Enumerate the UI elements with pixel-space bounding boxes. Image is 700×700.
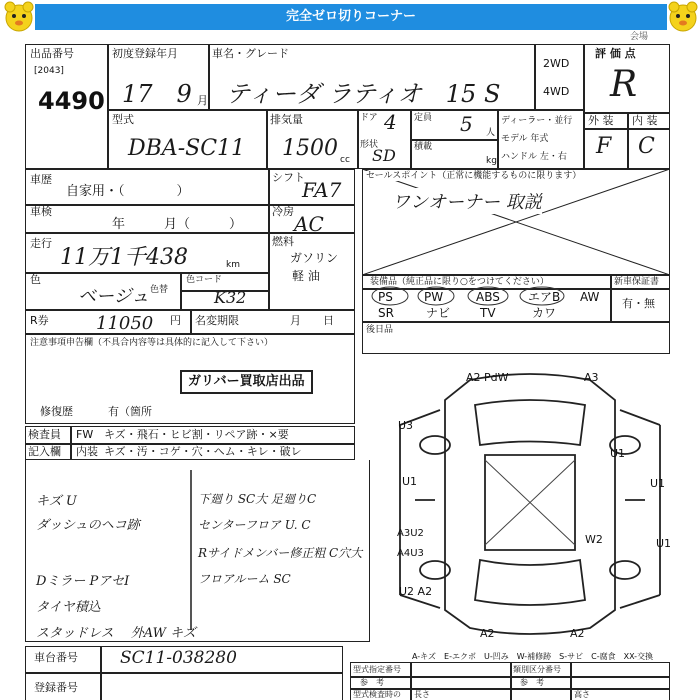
exterior-value: F — [596, 134, 612, 159]
first-reg-label: 初度登録年月 — [112, 47, 178, 60]
equip-ps: PS — [378, 290, 393, 304]
color-value: ベージュ — [78, 286, 150, 307]
fuel-gasoline: ガソリン — [290, 251, 339, 265]
color-label: 色 — [30, 273, 41, 286]
load-label: 積載 — [414, 142, 433, 152]
warranty-label: 新車保証書 — [614, 277, 660, 287]
notes-label: 注意事項申告欄（不具合内容等は具体的に記入して下さい） — [30, 338, 274, 348]
mark-a2-pdw: A2 PdW — [466, 371, 509, 384]
comment-right-1: センターフロア U. C — [198, 518, 311, 532]
mark-u1-b: U1 — [650, 477, 666, 490]
inspector-int-items: キズ・汚・コゲ・穴・ヘム・キレ・破レ — [104, 445, 302, 458]
banner-title: 完全ゼロ切りコーナー — [35, 4, 667, 30]
color-change-label: 色替 — [150, 285, 169, 295]
equip-navi: ナビ — [426, 306, 451, 320]
spec-ref-label: 参 考 — [360, 678, 384, 687]
equip-sr: SR — [378, 306, 394, 320]
equip-aw: AW — [580, 290, 600, 304]
fuel-label: 燃料 — [272, 235, 294, 248]
equipment-label: 装備品（純正品に限り○をつけてください） — [370, 277, 549, 287]
comment-left-5: スタッドレス 外AW キズ — [36, 626, 196, 641]
equip-pw: PW — [424, 290, 444, 304]
sales-point-label: セールスポイント（正常に機能するものに限ります） — [366, 171, 582, 181]
comment-right-0: 下廻り SC大 足廻りC — [198, 492, 317, 506]
model-year-label: モデル 年式 — [501, 134, 549, 144]
mascot-left-icon — [2, 0, 36, 34]
interior-value: C — [638, 134, 655, 159]
load-unit: kg — [486, 156, 497, 166]
shift-label: シフト — [272, 171, 305, 184]
recycle-label: R券 — [30, 314, 49, 327]
inspector-fw: FW — [76, 428, 94, 441]
comment-left-3: Dミラー PアセI — [36, 574, 130, 589]
recycle-unit: 円 — [170, 314, 181, 327]
spec-inspection-label: 型式検査時の — [353, 690, 401, 699]
mileage-unit: km — [226, 260, 240, 270]
mileage-value: 11万1千438 — [60, 245, 188, 270]
color-code-label: 色コード — [186, 275, 223, 285]
spec-ref2-label: 参 考 — [520, 678, 544, 687]
first-reg-month-unit: 月 — [197, 94, 208, 107]
equip-abs: ABS — [476, 290, 500, 304]
rear-items-label: 後日品 — [366, 325, 394, 335]
mark-u1-c: U1 — [656, 537, 672, 550]
model-label: 型式 — [112, 113, 134, 126]
exterior-label: 外 装 — [588, 114, 614, 127]
car-label: 車名・グレード — [212, 47, 289, 60]
spec-model-label: 型式指定番号 — [353, 665, 401, 674]
drive-4wd: 4WD — [543, 85, 570, 98]
interior-label: 内 装 — [632, 114, 658, 127]
inspection-value: 年 月（ ） — [112, 217, 243, 232]
comment-right-3: フロアルーム SC — [198, 572, 291, 586]
mascot-right-icon — [666, 0, 700, 34]
color-code-value: K32 — [214, 288, 247, 307]
grade-label: 評 価 点 — [595, 47, 636, 60]
comment-left-0: キズ U — [36, 494, 77, 509]
comment-left-4: タイヤ積込 — [36, 600, 101, 615]
period-value: 月 日 — [290, 314, 334, 327]
lot-number: 4490 — [38, 87, 105, 115]
recycle-value: 11050 — [96, 313, 154, 334]
history-value: 自家用・（ ） — [66, 184, 190, 199]
mark-u1-a: U1 — [402, 475, 418, 488]
model-value: DBA-SC11 — [128, 136, 246, 161]
shape-label: 形状 — [360, 140, 379, 150]
venue-label: 会場 — [630, 32, 649, 42]
capacity-value: 5 — [460, 112, 473, 136]
mark-u1-d: U1 — [610, 447, 626, 460]
mark-a3: A3 — [584, 371, 599, 384]
mark-w2: W2 — [585, 533, 603, 546]
repair-value: 有（箇所 — [108, 405, 152, 418]
comment-left-1: ダッシュのヘコ跡 — [36, 518, 140, 533]
mark-a2-b: A2 — [570, 627, 585, 640]
capacity-label: 定員 — [414, 113, 433, 123]
capacity-unit: 人 — [486, 128, 496, 138]
damage-legend: A-キズ E-エクボ U-凹み W-補修跡 S-サビ C-腐食 XX-交換 — [412, 652, 654, 661]
mark-a2-a: A2 — [480, 627, 495, 640]
comment-right-2: Rサイドメンバー修正粗 C穴大 — [198, 546, 363, 560]
drive-2wd: 2WD — [543, 57, 570, 70]
equip-airbag: エアB — [528, 290, 561, 304]
mark-a4u3: A4U3 — [397, 548, 424, 559]
ac-value: AC — [294, 212, 324, 236]
inspector-label: 検査員 — [28, 428, 61, 441]
inspection-label: 車検 — [30, 205, 52, 218]
first-reg-value: 17 9 — [122, 80, 192, 108]
sales-point-value: ワンオーナー 取説 — [392, 188, 542, 214]
mark-u2-a2: U2 A2 — [399, 585, 433, 598]
registration-label: 登録番号 — [34, 681, 78, 694]
mark-u3: U3 — [398, 419, 414, 432]
displacement-label: 排気量 — [270, 113, 303, 126]
chassis-label: 車台番号 — [34, 651, 78, 664]
inspector-fw-items: キズ・飛石・ヒビ割・リペア跡・×要 — [104, 428, 289, 441]
displacement-unit: cc — [340, 155, 350, 165]
shape-value: SD — [372, 146, 396, 165]
rear-items-box — [362, 322, 670, 354]
chassis-value: SC11-038280 — [120, 648, 237, 668]
shift-value: FA7 — [302, 178, 342, 202]
equip-tv: TV — [480, 306, 496, 320]
equip-leather: カワ — [532, 306, 557, 320]
car-damage-diagram — [375, 360, 685, 650]
fuel-diesel: 軽 油 — [292, 269, 320, 283]
spec-class-label: 類別区分番号 — [513, 665, 561, 674]
mileage-label: 走行 — [30, 237, 52, 250]
door-label: ドア — [360, 113, 378, 123]
grade-value: R — [610, 64, 638, 105]
spec-length-label: 長さ — [414, 690, 430, 699]
handle-label: ハンドル 左・右 — [501, 152, 567, 162]
equip-circles — [362, 284, 602, 306]
notes-stamp: ガリバー買取店出品 — [180, 370, 313, 394]
car-value: ティーダ ラティオ 15 S — [226, 80, 501, 108]
period-label: 名変期限 — [195, 314, 239, 327]
warranty-value: 有・無 — [622, 297, 655, 310]
dealer-label: ディーラー・並行 — [501, 116, 573, 126]
repair-label: 修復歴 — [40, 405, 73, 418]
inspector-int: 内装 — [76, 445, 98, 458]
spec-height-label: 高さ — [574, 690, 590, 699]
history-label: 車歴 — [30, 173, 52, 186]
displacement-value: 1500 — [282, 136, 338, 161]
lot-sub: [2043] — [34, 66, 64, 76]
sales-point-cross — [362, 169, 670, 275]
mark-a3u2: A3U2 — [397, 528, 424, 539]
inspector-label2: 記入欄 — [28, 445, 61, 458]
lot-label: 出品番号 — [30, 47, 74, 60]
door-value: 4 — [384, 110, 397, 134]
ac-label: 冷房 — [272, 205, 294, 218]
